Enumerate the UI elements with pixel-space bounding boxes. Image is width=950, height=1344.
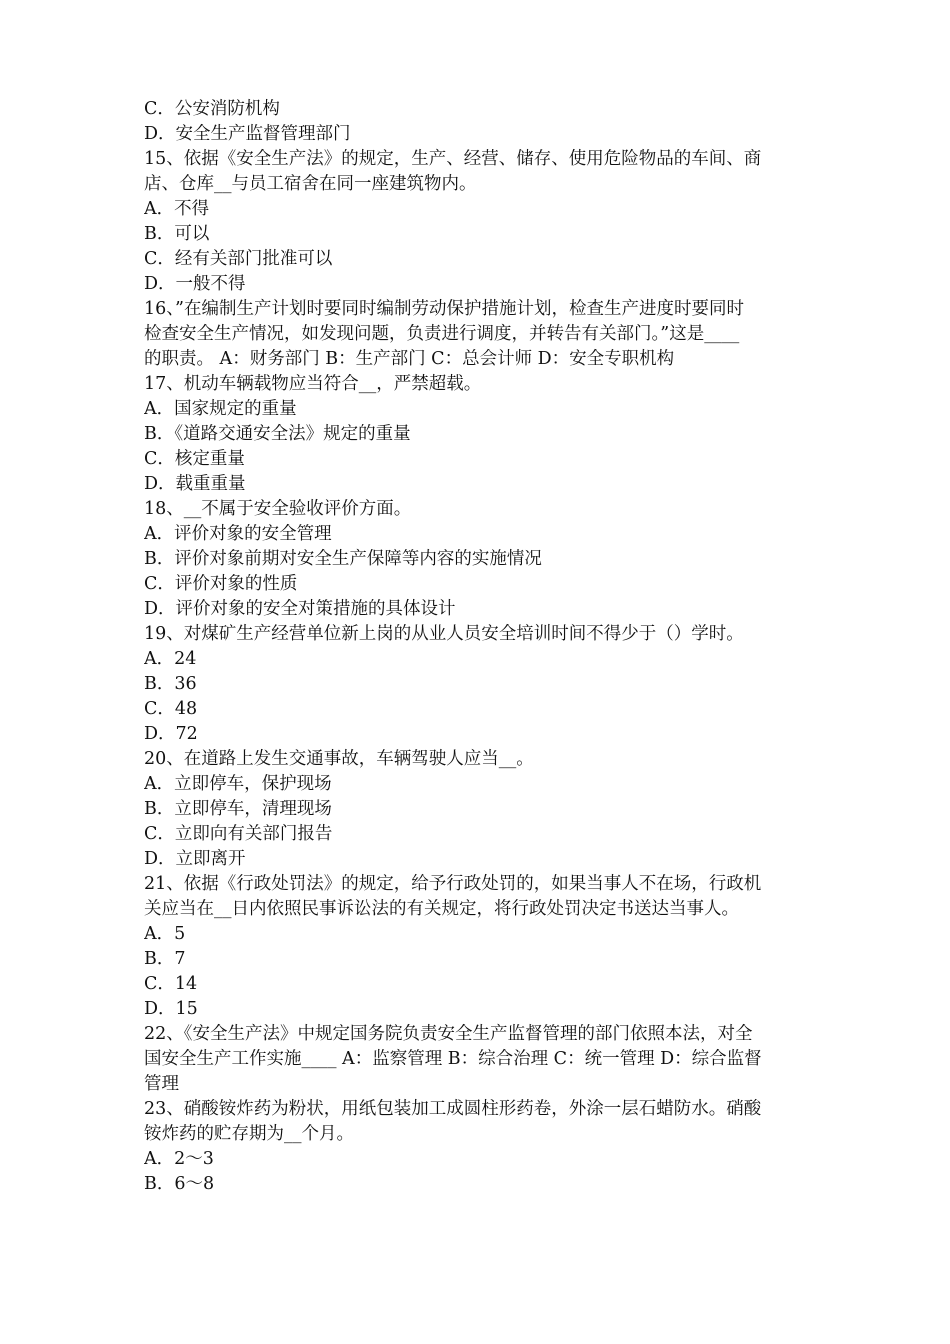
text-line: 20、在道路上发生交通事故，车辆驾驶人应当__。 — [144, 749, 534, 769]
text-line: 21、依据《行政处罚法》的规定，给予行政处罚的，如果当事人不在场，行政机 — [144, 874, 762, 894]
text-line: D．载重重量 — [144, 474, 246, 494]
text-line: 的职责。 A：财务部门 B：生产部门 C：总会计师 D：安全专职机构 — [144, 349, 675, 369]
text-line: D．立即离开 — [144, 849, 246, 869]
text-line: D．15 — [144, 999, 198, 1019]
text-line: A．评价对象的安全管理 — [144, 524, 332, 544]
text-line: 店、仓库__与员工宿舍在同一座建筑物内。 — [144, 174, 477, 194]
text-line: C．公安消防机构 — [144, 99, 280, 119]
text-line: 15、依据《安全生产法》的规定，生产、经营、储存、使用危险物品的车间、商 — [144, 149, 762, 169]
text-line: 18、__不属于安全验收评价方面。 — [144, 499, 412, 519]
text-line: C．经有关部门批准可以 — [144, 249, 333, 269]
text-line: C．评价对象的性质 — [144, 574, 298, 594]
text-line: C．立即向有关部门报告 — [144, 824, 333, 844]
text-line: 管理 — [144, 1074, 179, 1094]
text-line: 铵炸药的贮存期为__个月。 — [144, 1124, 354, 1144]
text-line: D．安全生产监督管理部门 — [144, 124, 351, 144]
text-line: D．评价对象的安全对策措施的具体设计 — [144, 599, 456, 619]
text-line: B．6～8 — [144, 1174, 215, 1194]
text-line: A．2～3 — [144, 1149, 214, 1169]
text-line: B．评价对象前期对安全生产保障等内容的实施情况 — [144, 549, 542, 569]
text-line: 国安全生产工作实施____ A：监察管理 B：综合治理 C：统一管理 D：综合监督 — [144, 1049, 762, 1069]
text-line: A．立即停车，保护现场 — [144, 774, 332, 794]
document-page — [144, 97, 824, 1197]
text-line: B．7 — [144, 949, 186, 969]
text-line: 16、”在编制生产计划时要同时编制劳动保护措施计划，检查生产进度时要同时 — [144, 299, 744, 319]
text-line: B．可以 — [144, 224, 210, 244]
text-line: B．36 — [144, 674, 197, 694]
text-line: C．14 — [144, 974, 198, 994]
text-line: C．核定重量 — [144, 449, 245, 469]
text-line: A．国家规定的重量 — [144, 399, 297, 419]
text-line: A．24 — [144, 649, 197, 669]
text-line: B．《道路交通安全法》规定的重量 — [144, 424, 411, 444]
text-line: 22、《安全生产法》中规定国务院负责安全生产监督管理的部门依照本法，对全 — [144, 1024, 753, 1044]
text-line: D．72 — [144, 724, 198, 744]
text-line: 19、对煤矿生产经营单位新上岗的从业人员安全培训时间不得少于（）学时。 — [144, 624, 744, 644]
text-line: D．一般不得 — [144, 274, 246, 294]
text-line: 23、硝酸铵炸药为粉状，用纸包装加工成圆柱形药卷，外涂一层石蜡防水。硝酸 — [144, 1099, 762, 1119]
text-line: A．5 — [144, 924, 186, 944]
text-line: A．不得 — [144, 199, 210, 219]
text-line: 17、机动车辆载物应当符合__，严禁超载。 — [144, 374, 482, 394]
text-line: 检查安全生产情况，如发现问题，负责进行调度，并转告有关部门。”这是____ — [144, 324, 740, 344]
text-line: C．48 — [144, 699, 198, 719]
text-line: B．立即停车，清理现场 — [144, 799, 332, 819]
text-line: 关应当在__日内依照民事诉讼法的有关规定，将行政处罚决定书送达当事人。 — [144, 899, 739, 919]
